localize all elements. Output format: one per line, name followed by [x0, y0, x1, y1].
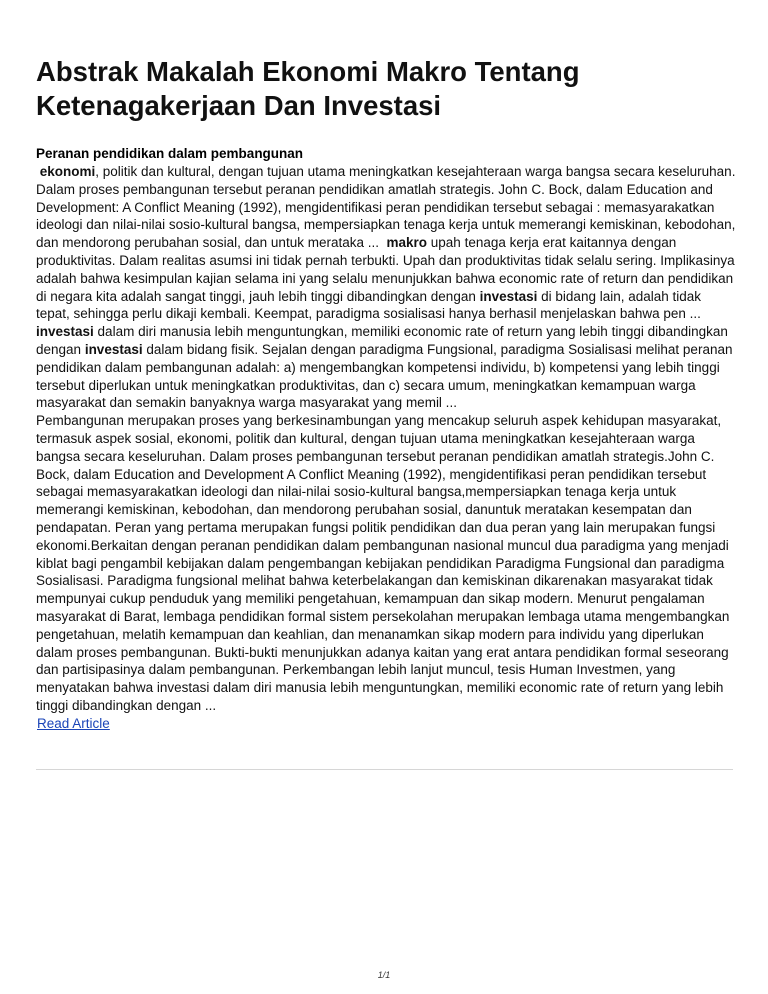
divider [36, 769, 733, 770]
read-article-link[interactable]: Read Article [37, 715, 110, 731]
keyword-highlight: makro [386, 235, 428, 251]
page-title: Abstrak Makalah Ekonomi Makro Tentang Ketenagakerjaan Dan Investasi [36, 56, 580, 121]
excerpt-text: dalam bidang fisik. Sejalan dengan paradigma Fungsional, paradigma Sosialisasi melihat peranan pendidikan dalam pembangunan adalah: a) mengembangkan kompetensi individu, b) kompetensi yang lebih tinggi tersebut diperlukan untuk meningkatkan produktivitas, dan c) secara umum, meningkatkan kemampuan warga masyarakat dan semakin banyaknya warga masyarakat yang memil ... [36, 341, 733, 411]
excerpt-paragraph [36, 163, 736, 412]
keyword-highlight: investasi [36, 324, 94, 340]
excerpt-text: , politik dan kultural, dengan tujuan utama meningkatkan kesejahteraan warga bangsa secara keseluruhan. Dalam proses pembangunan tersebut peranan pendidikan amatlah strategis. John C. Bock, dalam Education and Development: A Conflict Meaning (1992), mengidentifikasi peran pendidikan tersebut sebagai : memasyarakatkan ideologi dan nilai-nilai sosio-kultural bangsa, mempersiapkan tenaga kerja untuk memerangi kemiskinan, kebodohan, dan mendorong perubahan sosial, dan untuk merataka ... [36, 164, 736, 251]
keyword-highlight: investasi [84, 341, 143, 357]
keyword-highlight: investasi [479, 288, 538, 304]
body-paragraph: Pembangunan merupakan proses yang berkesinambungan yang mencakup seluruh aspek kehidupan masyarakat, termasuk aspek sosial, ekonomi, politik dan kultural, dengan tujuan utama meningkatkan kesejahteraan warga bangsa secara keseluruhan. Dalam proses pembangunan tersebut peranan pendidikan amatlah strategis.John C. Bock, dalam Education and Development A Conflict Meaning (1992), mengidentifikasi peran pendidikan tersebut sebagai memasyarakatkan ideologi dan nilai-nilai sosio-kultural bangsa,mempersiapkan tenaga kerja untuk memerangi kemiskinan, kebodohan, dan mendorong perubahan sosial, danuntuk meratakan kesempatan dan pendapatan. Peran yang pertama merupakan fungsi politik pendidikan dan dua peran yang lain merupakan fungsi ekonomi.Berkaitan dengan peranan pendidikan dalam pembangunan nasional muncul dua paradigma yang menjadi kiblat bagi pengambil kebijakan dalam pengembangan kebijakan pendidikan Paradigma Fungsional dan paradigma Sosialisasi. Paradigma fungsional melihat bahwa keterbelakangan dan kemiskinan dikarenakan masyarakat tidak mempunyai cukup penduduk yang memiliki pengetahuan, kemampuan dan sikap modern. Menurut pengalaman masyarakat di Barat, lembaga pendidikan formal sistem persekolahan merupakan lembaga utama mengembangkan pengetahuan, melatih kemampuan dan keahlian, dan menanamkan sikap modern para individu yang diperlukan dalam proses pembangunan. Bukti-bukti menunjukkan adanya kaitan yang erat antara pendidikan formal seseorang dan partisipasinya dalam pembangunan. Perkembangan lebih lanjut muncul, tesis Human Investmen, yang menyatakan bahwa investasi dalam diri manusia lebih menguntungkan, memiliki economic rate of return yang lebih tinggi dibandingkan dengan ... [36, 413, 730, 713]
keyword-highlight: ekonomi [39, 164, 96, 179]
document-page [36, 0, 736, 733]
excerpt-text: di bidang lain, adalah tidak tepat, sehingga perlu dikaji kembali. Keempat, paradigma sosialisasi hanya berhasil menjelaskan bahwa pen ... [36, 288, 702, 322]
section-heading: Peranan pendidikan dalam pembangunan [36, 146, 304, 161]
excerpt-text: dalam diri manusia lebih menguntungkan, memiliki economic rate of return yang lebih tinggi dibandingkan dengan [36, 324, 728, 357]
excerpt-text: upah tenaga kerja erat kaitannya dengan produktivitas. Dalam realitas asumsi ini tidak pernah terbukti. Upah dan produktivitas tidak selalu sering. Implikasinya adalah bahwa kesimpulan kajian selama ini yang selalu menunjukkan bahwa economic rate of return dan pendidikan di negara kita adalah sangat tinggi, jauh lebih tinggi dibandingkan dengan [36, 235, 735, 304]
page-number: 1/1 [377, 970, 391, 980]
